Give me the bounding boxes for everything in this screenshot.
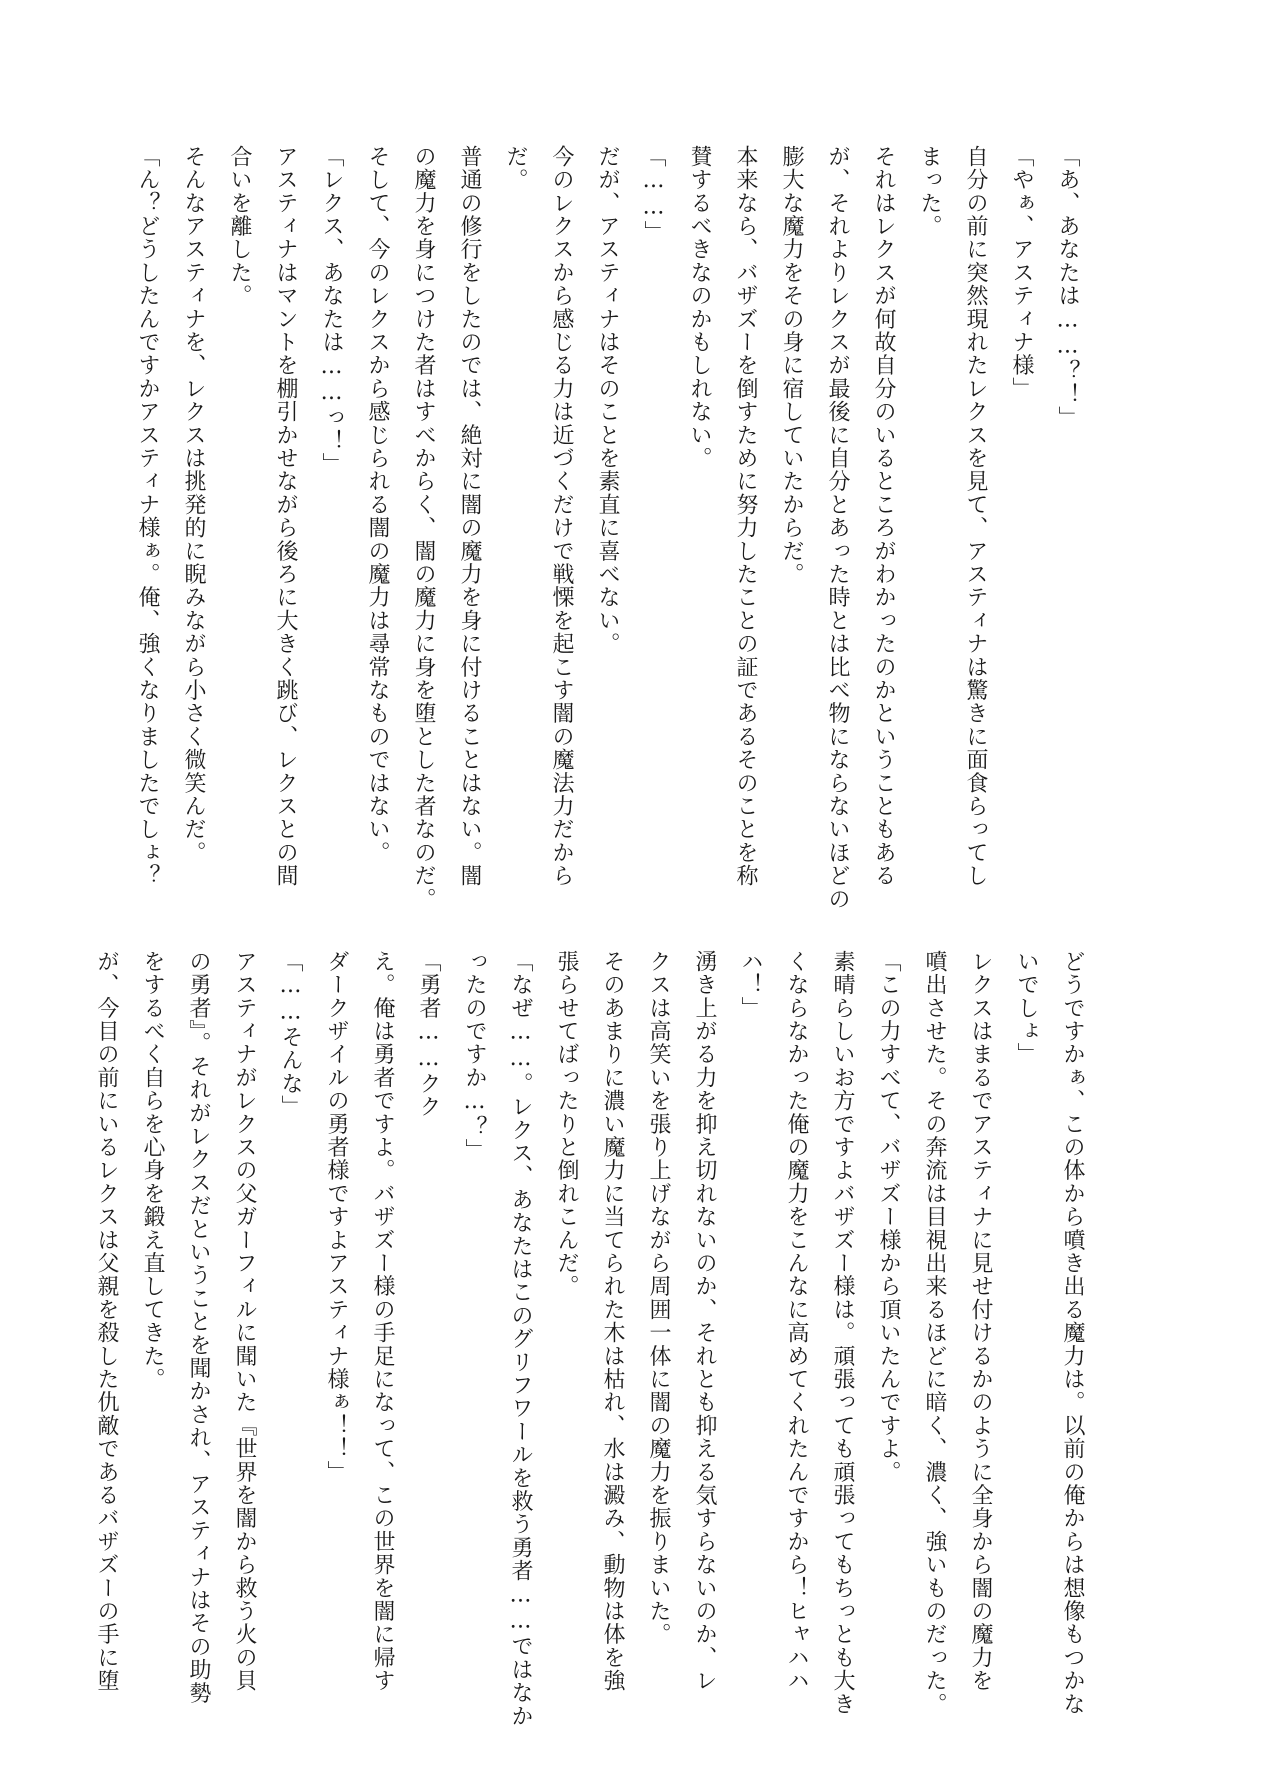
text-line: どうですかぁ、この体から噴き出る魔力は。以前の俺からは想像もつかな bbox=[1060, 950, 1085, 1716]
text-line: 「勇者……クク bbox=[416, 950, 441, 1119]
text-line: の魔力を身につけた者はすべからく、闇の魔力に身を堕とした者なのだ。 bbox=[411, 145, 436, 911]
text-line: え。俺は勇者ですよ。バザズー様の手足になって、この世界を闇に帰す bbox=[370, 950, 395, 1693]
text-line: が、今目の前にいるレクスは父親を殺した仇敵であるバザズーの手に堕 bbox=[94, 950, 119, 1693]
text-line: 膨大な魔力をその身に宿していたからだ。 bbox=[779, 145, 804, 586]
text-line: まった。 bbox=[917, 145, 942, 238]
text-line: それはレクスが何故自分のいるところがわかったのかということもある bbox=[871, 145, 896, 888]
text-line: の勇者』。それがレクスだということを聞かされ、アスティナはその助勢 bbox=[186, 950, 211, 1705]
text-line: ダークザイルの勇者様ですよアスティナ様ぁ！！」 bbox=[324, 950, 349, 1484]
text-line: くならなかった俺の魔力をこんなに高めてくれたんですから！ヒャハハ bbox=[784, 950, 809, 1693]
text-line: そのあまりに濃い魔力に当てられた木は枯れ、水は澱み、動物は体を強 bbox=[600, 950, 625, 1693]
text-line: そして、今のレクスから感じられる闇の魔力は尋常なものではない。 bbox=[365, 145, 390, 865]
text-line: 「レクス、あなたは……っ！」 bbox=[319, 145, 344, 476]
text-line: が、それよりレクスが最後に自分とあった時とは比べ物にならないほどの bbox=[825, 145, 850, 911]
text-line: だ。 bbox=[503, 145, 528, 192]
text-line: 張らせてばったりと倒れこんだ。 bbox=[554, 950, 579, 1298]
text-line: 「なぜ……。レクス、あなたはこのグリフワールを救う勇者……ではなか bbox=[508, 950, 533, 1728]
text-line: 「ん？どうしたんですかアスティナ様ぁ。俺、強くなりましたでしょ？ bbox=[135, 145, 160, 888]
text-line: 噴出させた。その奔流は目視出来るほどに暗く、濃く、強いものだった。 bbox=[922, 950, 947, 1716]
text-line: 賛するべきなのかもしれない。 bbox=[687, 145, 712, 470]
text-line: ハ！」 bbox=[738, 950, 763, 1020]
text-line: 今のレクスから感じる力は近づくだけで戦慄を起こす闇の魔法力だから bbox=[549, 145, 574, 888]
text-line: ったのですか…？」 bbox=[462, 950, 487, 1162]
text-line: 「あ、あなたは……？！」 bbox=[1055, 145, 1080, 430]
text-line: そんなアスティナを、レクスは挑発的に睨みながら小さく微笑んだ。 bbox=[181, 145, 206, 865]
text-line: 合いを離した。 bbox=[227, 145, 252, 308]
text-line: 本来なら、バザズーを倒すために努力したことの証であるそのことを称 bbox=[733, 145, 758, 888]
text-line: 湧き上がる力を抑え切れないのか、それとも抑える気すらないのか、レ bbox=[692, 950, 717, 1693]
text-line: クスは高笑いを張り上げながら周囲一体に闇の魔力を振りまいた。 bbox=[646, 950, 671, 1646]
text-line: 自分の前に突然現れたレクスを見て、アスティナは驚きに面食らってし bbox=[963, 145, 988, 888]
text-line: 普通の修行をしたのでは、絶対に闇の魔力を身に付けることはない。闇 bbox=[457, 145, 482, 888]
text-line: レクスはまるでアスティナに見せ付けるかのように全身から闇の魔力を bbox=[968, 950, 993, 1693]
lower-text-block bbox=[94, 950, 1095, 1728]
text-line: 「この力すべて、バザズー様から頂いたんですよ。 bbox=[876, 950, 901, 1484]
upper-text-block bbox=[90, 145, 1090, 911]
text-line: アスティナはマントを棚引かせながら後ろに大きく跳び、レクスとの間 bbox=[273, 145, 298, 888]
text-line: アスティナがレクスの父ガーフィルに聞いた『世界を闇から救う火の貝 bbox=[232, 950, 257, 1693]
text-line: をするべく自らを心身を鍛え直してきた。 bbox=[140, 950, 165, 1391]
text-line: 「……そんな」 bbox=[278, 950, 303, 1119]
text-line: だが、アスティナはそのことを素直に喜べない。 bbox=[595, 145, 620, 656]
text-line: 素晴らしいお方ですよバザズー様は。頑張っても頑張ってもちっとも大き bbox=[830, 950, 855, 1716]
text-line: いでしょ」 bbox=[1014, 950, 1039, 1066]
text-line: 「やぁ、アスティナ様」 bbox=[1009, 145, 1034, 401]
text-line: 「……」 bbox=[641, 145, 666, 244]
